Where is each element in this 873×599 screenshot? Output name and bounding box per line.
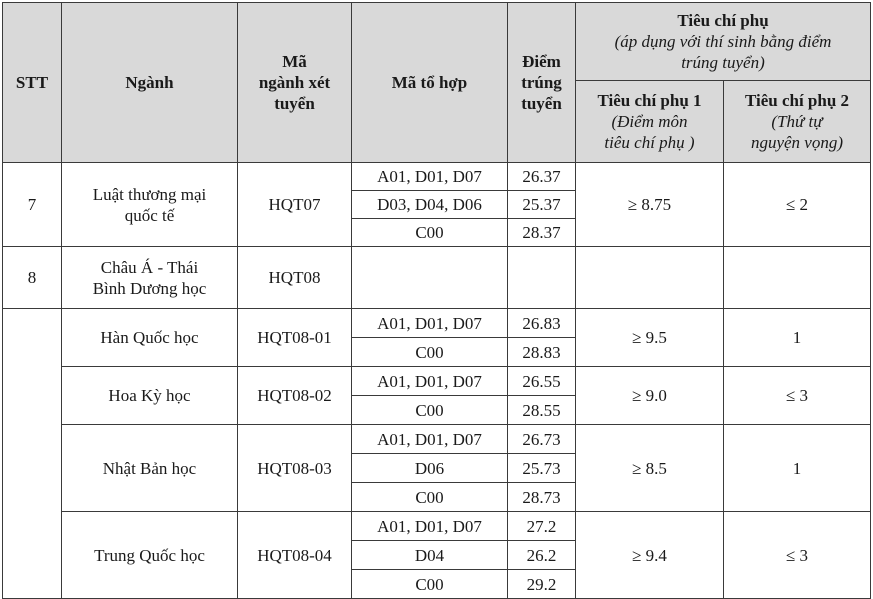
- cell-score: 28.83: [508, 338, 576, 367]
- cell-code: HQT08-03: [238, 425, 352, 512]
- header-c1-note: tiêu chí phụ ): [604, 133, 695, 152]
- major-line: Bình Dương học: [92, 278, 207, 298]
- cell-combo: A01, D01, D07: [352, 425, 508, 454]
- cell-criteria-2: ≤ 2: [724, 163, 871, 247]
- cell-stt: 8: [3, 247, 62, 309]
- cell-score: 28.73: [508, 483, 576, 512]
- cell-major: [62, 163, 238, 247]
- header-c1-note: (Điểm môn: [611, 112, 688, 131]
- cell-combo: A01, D01, D07: [352, 309, 508, 338]
- header-criteria-1: [576, 81, 724, 163]
- cell-score: 28.37: [508, 219, 576, 247]
- header-criteria-2: [724, 81, 871, 163]
- table-row: [3, 367, 871, 396]
- cell-major: Nhật Bản học: [62, 425, 238, 512]
- cell-major: Hoa Kỳ học: [62, 367, 238, 425]
- header-c1-title: Tiêu chí phụ 1: [597, 91, 702, 110]
- cell-criteria-2: ≤ 3: [724, 367, 871, 425]
- cell-criteria-2: ≤ 3: [724, 512, 871, 599]
- cell-combo: C00: [352, 483, 508, 512]
- header-score: [508, 3, 576, 163]
- cell-stt: [3, 309, 62, 599]
- cell-criteria-2: [724, 247, 871, 309]
- header-major-code: [238, 3, 352, 163]
- cell-combo: D06: [352, 454, 508, 483]
- cell-stt: 7: [3, 163, 62, 247]
- cell-criteria-2: 1: [724, 309, 871, 367]
- header-sub-note: trúng tuyển): [681, 53, 765, 72]
- cell-code: HQT08-04: [238, 512, 352, 599]
- cell-criteria-1: ≥ 8.5: [576, 425, 724, 512]
- cell-major: Trung Quốc học: [62, 512, 238, 599]
- header-c2-title: Tiêu chí phụ 2: [744, 91, 850, 110]
- cell-criteria-2: 1: [724, 425, 871, 512]
- cell-score: 26.2: [508, 541, 576, 570]
- header-c2-note: (Thứ tự: [771, 112, 823, 131]
- header-stt: STT: [3, 3, 62, 163]
- header-score-line: Điểm: [522, 52, 561, 71]
- header-sub-title: Tiêu chí phụ: [677, 11, 769, 30]
- header-code-line: tuyển: [274, 94, 315, 113]
- major-line: quốc tế: [124, 205, 175, 225]
- cell-major: [62, 247, 238, 309]
- cell-score: 26.37: [508, 163, 576, 191]
- cell-combo: C00: [352, 338, 508, 367]
- header-code-line: ngành xét: [258, 73, 331, 92]
- table-row: [3, 163, 871, 191]
- table-row: [3, 309, 871, 338]
- cell-criteria-1: ≥ 9.5: [576, 309, 724, 367]
- cell-combo: C00: [352, 570, 508, 599]
- header-major: Ngành: [62, 3, 238, 163]
- cell-combo: C00: [352, 219, 508, 247]
- cell-criteria-1: ≥ 9.0: [576, 367, 724, 425]
- cell-code: HQT08-02: [238, 367, 352, 425]
- cell-combo: D04: [352, 541, 508, 570]
- header-code-line: Mã: [282, 52, 307, 71]
- cell-combo: [352, 247, 508, 309]
- header-score-line: tuyển: [521, 94, 562, 113]
- cell-score: 27.2: [508, 512, 576, 541]
- cell-score: 26.83: [508, 309, 576, 338]
- cell-score: [508, 247, 576, 309]
- cell-code: HQT08: [238, 247, 352, 309]
- header-sub-criteria: [576, 3, 871, 81]
- major-line: Châu Á - Thái: [100, 257, 199, 277]
- cell-major: Hàn Quốc học: [62, 309, 238, 367]
- cell-criteria-1: ≥ 8.75: [576, 163, 724, 247]
- cell-score: 25.73: [508, 454, 576, 483]
- cell-score: 28.55: [508, 396, 576, 425]
- cell-score: 25.37: [508, 191, 576, 219]
- cell-criteria-1: ≥ 9.4: [576, 512, 724, 599]
- cell-criteria-1: [576, 247, 724, 309]
- cell-score: 26.73: [508, 425, 576, 454]
- cell-combo: A01, D01, D07: [352, 367, 508, 396]
- header-score-line: trúng: [521, 73, 562, 92]
- major-line: Luật thương mại: [92, 184, 207, 204]
- cell-combo: D03, D04, D06: [352, 191, 508, 219]
- table-row: [3, 425, 871, 454]
- header-c2-note: nguyện vọng): [750, 133, 844, 152]
- table-row: [3, 512, 871, 541]
- header-combo: Mã tổ hợp: [352, 3, 508, 163]
- cell-combo: A01, D01, D07: [352, 163, 508, 191]
- cell-score: 29.2: [508, 570, 576, 599]
- cell-combo: A01, D01, D07: [352, 512, 508, 541]
- cell-code: HQT08-01: [238, 309, 352, 367]
- cell-score: 26.55: [508, 367, 576, 396]
- cell-combo: C00: [352, 396, 508, 425]
- admission-score-table: [2, 2, 871, 599]
- table-row: [3, 247, 871, 309]
- header-sub-note: (áp dụng với thí sinh bằng điểm: [614, 32, 832, 51]
- cell-code: HQT07: [238, 163, 352, 247]
